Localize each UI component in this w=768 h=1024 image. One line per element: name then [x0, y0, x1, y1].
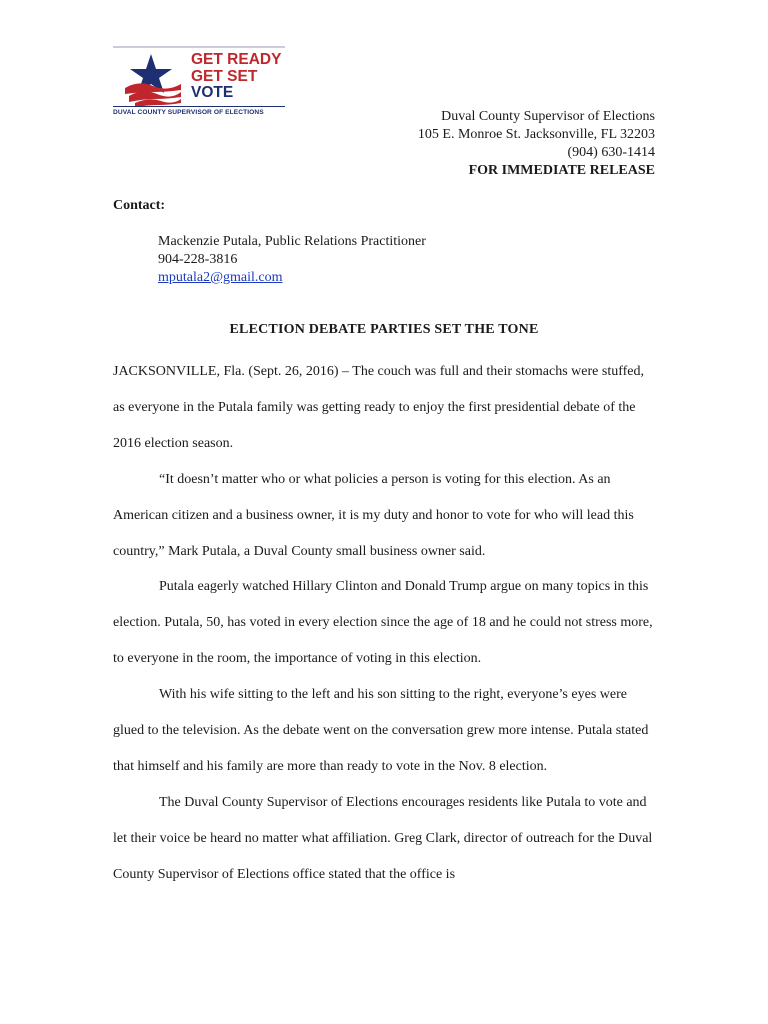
release-label: FOR IMMEDIATE RELEASE [468, 163, 655, 178]
header-address-block [418, 108, 655, 180]
contact-phone: 904-228-3816 [158, 252, 238, 267]
logo [113, 46, 285, 124]
contact-name: Mackenzie Putala, Public Relations Practitioner [158, 234, 426, 249]
contact-email-link[interactable]: mputala2@gmail.com [158, 270, 283, 285]
logo-bottom-rule [113, 106, 285, 107]
paragraph-4: With his wife sitting to the left and his son sitting to the right, everyone’s eyes were glued to the television. As the debate went on the conversation grew more intense. Putala stated that himself and his family are more than ready to vote in the Nov. 8 election. [113, 687, 649, 774]
article-body [113, 354, 658, 893]
logo-line-1: GET READY [191, 51, 282, 68]
logo-line-3: VOTE [191, 84, 234, 101]
logo-top-rule [113, 46, 285, 48]
org-name: Duval County Supervisor of Elections [441, 109, 655, 124]
paragraph-3: Putala eagerly watched Hillary Clinton and Donald Trump argue on many topics in this election. Putala, 50, has voted in every election since the age of 18 and he could not stress more, to everyone in the room, the importance of voting in this election. [113, 579, 653, 667]
flag-star-icon [119, 52, 183, 108]
paragraph-1: JACKSONVILLE, Fla. (Sept. 26, 2016) – The couch was full and their stomachs were stuffed, as everyone in the Putala family was getting ready to enjoy the first presidential debate of the 2016 election season. [113, 364, 644, 451]
paragraph-2: “It doesn’t matter who or what policies a person is voting for this election. As an American citizen and a business owner, it is my duty and honor to vote for who will lead this country,” Mark Putala, a Duval County small business owner said. [113, 471, 634, 559]
org-address: 105 E. Monroe St. Jacksonville, FL 32203 [417, 127, 655, 142]
logo-subtitle: DUVAL COUNTY SUPERVISOR OF ELECTIONS [113, 109, 264, 116]
contact-block [158, 233, 426, 287]
contact-label: Contact: [113, 198, 166, 213]
paragraph-5: The Duval County Supervisor of Elections encourages residents like Putala to vote and let their voice be heard no matter what affiliation. Greg Clark, director of outreach for the Duval County Supervisor of Elections office stated that the office is [113, 794, 653, 882]
org-phone: (904) 630-1414 [567, 145, 655, 160]
logo-line-2: GET SET [191, 67, 258, 85]
logo-wordmark [191, 52, 291, 102]
headline: ELECTION DEBATE PARTIES SET THE TONE [229, 322, 539, 337]
